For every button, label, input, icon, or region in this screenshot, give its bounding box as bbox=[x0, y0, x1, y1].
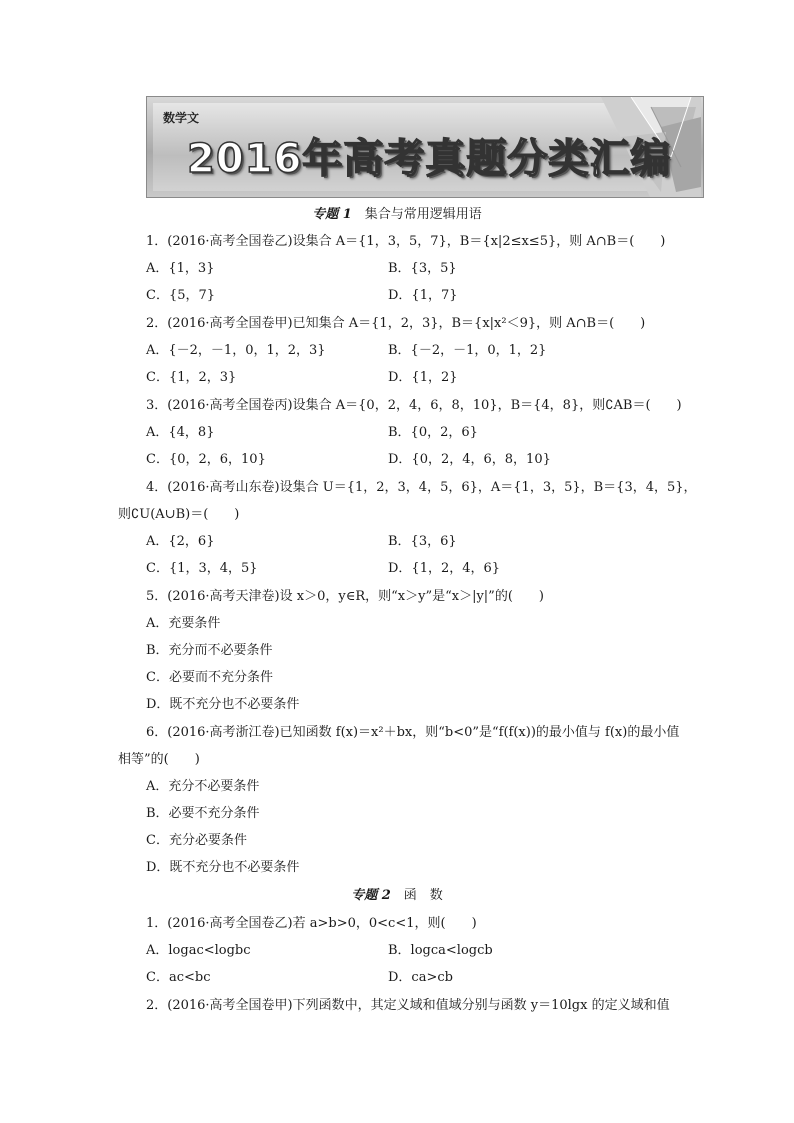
option-a: A．{1，3} bbox=[146, 261, 215, 276]
question-stem: 3．(2016·高考全国卷丙)设集合 A＝{0，2，4，6，8，10}，B＝{4，8}，则∁AB＝( ) bbox=[146, 398, 682, 413]
banner-title: 2016年高考真题分类汇编 bbox=[187, 136, 672, 182]
section-title: 函 数 bbox=[403, 888, 443, 903]
question-stem: 6．(2016·高考浙江卷)已知函数 f(x)＝x²＋bx，则“b<0”是“f(f(x))的最小值与 f(x)的最小值 bbox=[146, 725, 680, 740]
question-stem-continued: 则∁U(A∪B)＝( ) bbox=[118, 507, 240, 522]
option-c: C．{0，2，6，10} bbox=[146, 452, 266, 467]
option-d: D．{1，2，4，6} bbox=[388, 561, 501, 576]
option-c: C．ac<bc bbox=[146, 970, 211, 985]
section-number: 专题 2 bbox=[351, 888, 391, 903]
question-stem: 1．(2016·高考全国卷乙)设集合 A＝{1，3，5，7}，B＝{x|2≤x≤5}，则 A∩B＝( ) bbox=[146, 234, 666, 249]
option-b: B．{0，2，6} bbox=[388, 425, 478, 440]
option-b: B．必要不充分条件 bbox=[146, 806, 260, 821]
section-title: 集合与常用逻辑用语 bbox=[364, 207, 482, 222]
option-d: D．既不充分也不必要条件 bbox=[146, 697, 300, 712]
option-b: B．logca<logcb bbox=[388, 943, 493, 958]
option-b: B．{3，5} bbox=[388, 261, 457, 276]
question-stem: 5．(2016·高考天津卷)设 x＞0，y∈R，则“x＞y”是“x＞|y|”的( ) bbox=[146, 589, 544, 604]
option-d: D．{1，7} bbox=[388, 288, 458, 303]
question-stem: 2．(2016·高考全国卷甲)已知集合 A＝{1，2，3}，B＝{x|x²＜9}，则 A∩B＝( ) bbox=[146, 316, 646, 331]
option-b: B．{3，6} bbox=[388, 534, 457, 549]
section-number: 专题 1 bbox=[312, 207, 352, 222]
question-stem: 1．(2016·高考全国卷乙)若 a>b>0，0<c<1，则( ) bbox=[146, 916, 477, 931]
option-d: D．{0，2，4，6，8，10} bbox=[388, 452, 551, 467]
option-c: C．{1，3，4，5} bbox=[146, 561, 258, 576]
section-heading bbox=[0, 207, 794, 223]
option-a: A．充要条件 bbox=[146, 616, 221, 631]
option-d: D．既不充分也不必要条件 bbox=[146, 860, 300, 875]
question-stem: 2．(2016·高考全国卷甲)下列函数中，其定义域和值域分别与函数 y＝10lgx 的定义域和值 bbox=[146, 998, 670, 1013]
option-a: A．logac<logbc bbox=[146, 943, 251, 958]
question-stem-continued: 相等”的( ) bbox=[118, 752, 200, 767]
option-a: A．{－2，－1，0，1，2，3} bbox=[146, 343, 326, 358]
option-a: A．{4，8} bbox=[146, 425, 215, 440]
option-a: A．充分不必要条件 bbox=[146, 779, 260, 794]
option-c: C．充分必要条件 bbox=[146, 833, 247, 848]
option-b: B．{－2，－1，0，1，2} bbox=[388, 343, 547, 358]
option-c: C．{1，2，3} bbox=[146, 370, 237, 385]
section-heading bbox=[0, 888, 794, 904]
option-b: B．充分而不必要条件 bbox=[146, 643, 273, 658]
question-stem: 4．(2016·高考山东卷)设集合 U＝{1，2，3，4，5，6}，A＝{1，3，5}，B＝{3，4，5}， bbox=[146, 480, 697, 495]
option-c: C．必要而不充分条件 bbox=[146, 670, 273, 685]
title-banner bbox=[146, 96, 704, 198]
subject-label: 数学文 bbox=[163, 111, 200, 125]
option-d: D．ca>cb bbox=[388, 970, 453, 985]
option-a: A．{2，6} bbox=[146, 534, 215, 549]
option-c: C．{5，7} bbox=[146, 288, 216, 303]
option-d: D．{1，2} bbox=[388, 370, 458, 385]
